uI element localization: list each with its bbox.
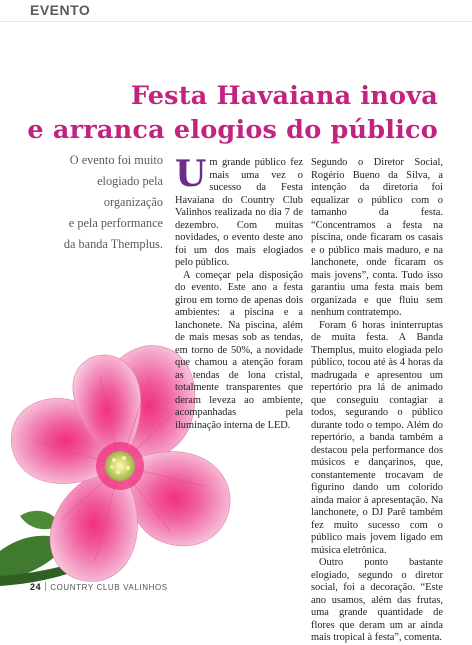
lead-line: elogiado pela	[97, 174, 163, 188]
footer-divider	[45, 582, 46, 591]
article-headline	[27, 79, 438, 147]
lead-line: organização	[103, 195, 163, 209]
article-paragraph: Foram 6 horas ininterruptas de muita festa. A Banda Themplus, muito elogiada pelo público, tocou até às 4 horas da madrugada e apresentou um repertório pra lá de animado que conseguiu contagiar a todos, segurando o público durante todo o tempo. Além do repertório, a banda também a destacou pela performance dos músicos e dançarinos, que, constantemente trocavam de figurino dando um colorido ainda maior à apresentação. Na lanchonete, o DJ Parê também fez muito sucesso com o público mais jovem ligado em música eletrônica.	[311, 319, 443, 556]
section-header	[0, 0, 472, 22]
drop-cap: U	[175, 153, 207, 195]
article-column-1	[175, 153, 303, 432]
article-paragraph: Outro ponto bastante elogiado, segundo o diretor social, foi a decoração. “Este ano usamos, além das frutas, uma grande quantidade de flores que deram um ar ainda mais tropical à festa”, comenta.	[311, 557, 443, 643]
lead-line: e pela performance	[68, 216, 163, 230]
page-number: 24	[30, 582, 42, 592]
section-label: EVENTO	[30, 2, 91, 18]
section-divider	[0, 21, 472, 22]
paragraph-text: m grande público fez mais uma vez o sucesso da Festa Havaiana do Country Club Valinhos realizada no dia 7 de dezembro. Com muitas novidades, o evento deste ano foi um dos mais elogiados pelo público.	[175, 157, 303, 268]
article-paragraph	[175, 153, 303, 270]
article-paragraph: A começar pela disposição do evento. Este ano a festa girou em torno de apenas dois ambientes: a piscina e a lanchonete. Na piscina, além de mais mesas sob as tendas, em torno de 50%, a novidade que chamou a atenção foram as tendas de lona cristal, totalmente transparentes que deram leveza ao ambiente, acompanhadas pela iluminação interna de LED.	[175, 269, 303, 431]
lead-line: O evento foi muito	[69, 153, 163, 167]
lead-text	[30, 150, 163, 255]
headline-line-2: e arranca elogios do público	[27, 115, 438, 146]
page-footer	[30, 582, 168, 592]
lead-line: da banda Themplus.	[63, 237, 163, 251]
article-column-2	[311, 157, 443, 645]
magazine-name: COUNTRY CLUB VALINHOS	[50, 583, 168, 592]
headline-line-1: Festa Havaiana inova	[130, 81, 438, 112]
article-paragraph: Segundo o Diretor Social, Rogério Bueno da Silva, a intenção da diretoria foi equalizar o público com o tamanho da festa. “Concentramos a festa na piscina, onde ficaram os casais e o público mais maduro, e na lanchonete, onde ficaram os mais jovens”, conta. Tudo isso garantiu uma festa mais bem organizada e que fluiu sem nenhum contratempo.	[311, 157, 443, 318]
